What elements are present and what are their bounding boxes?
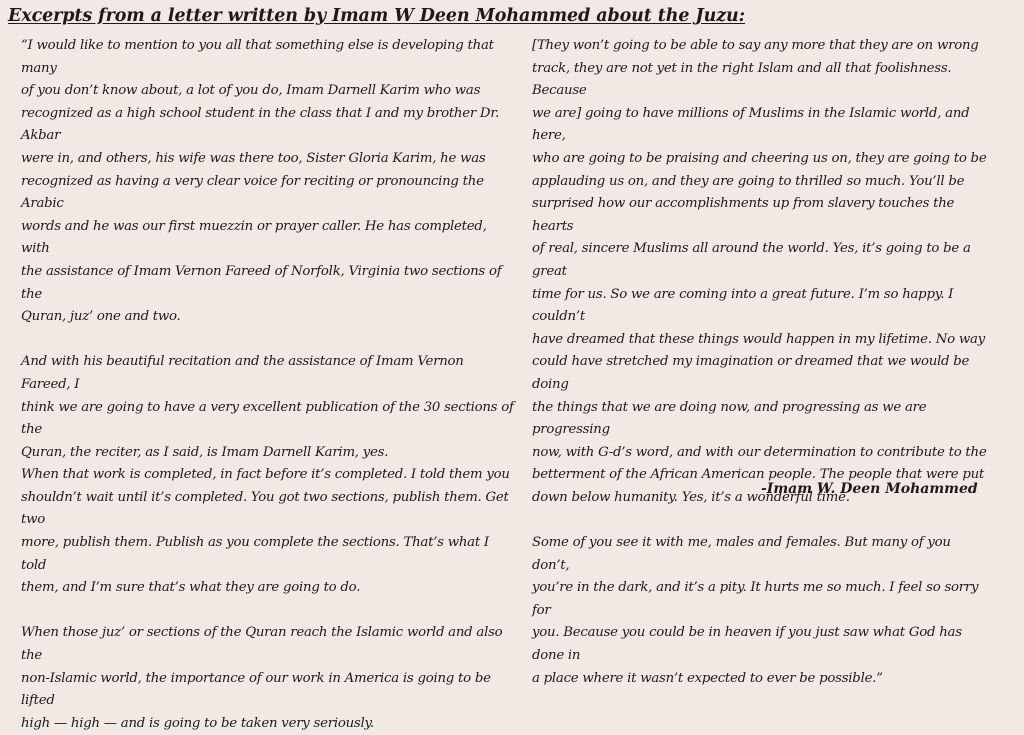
signature: -Imam W. Deen Mohammed [761, 481, 978, 497]
right-column [532, 35, 992, 690]
left-paragraph-1: “I would like to mention to you all that something else is developing that many of you don’t know about, a lot of you do, Imam Darnell Karim who was recognized as a high school student in the class that I and my brother Dr. Akbar were in, and others, his wife was there too, Sister Gloria Karim, he was recognized as having a very clear voice for reciting or pronouncing the Arabic words and he was our first muezzin or prayer caller. He has completed, with the assistance of Imam Vernon Fareed of Norfolk, Virginia two sections of the Quran, juz’ one and two. [21, 38, 502, 325]
page-title: Excerpts from a letter written by Imam W Deen Mohammed about the Juzu: [8, 6, 746, 26]
right-paragraph-1: [They won’t going to be able to say any more that they are on wrong track, they are not yet in the right Islam and all that foolishness. Because we are] going to have millions of Muslims in the Islamic world, and here, who are going to be praising and cheering us on, they are going to be applauding us on, and they are going to thrilled so much. You’ll be surprised how our accomplishments up from slavery touches the hearts of real, sincere Muslims all around the world. Yes, it’s going to be a great time for us. So we are coming into a great future. I’m so happy. I couldn’t have dreamed that these things would happen in my lifetime. No way could have stretched my imagination or dreamed that we would be doing the things that we are doing now, and progressing as we are progressing now, with G-d’s word, and with our determination to contribute to the betterment of the African American people. The people that were put down below humanity. Yes, it’s a wonderful time. [532, 38, 987, 505]
left-paragraph-2: And with his beautiful recitation and the assistance of Imam Vernon Fareed, I think we are going to have a very excellent publication of the 30 sections of the Quran, the reciter, as I said, is Imam Darnell Karim, yes. [21, 354, 514, 460]
right-paragraph-2: Some of you see it with me, males and females. But many of you don’t, you’re in the dark, and it’s a pity. It hurts me so much. I feel so sorry for you. Because you could be in heaven if you just saw what God has done in a place where it wasn’t expected to ever be possible.” [532, 535, 979, 686]
left-column [21, 35, 514, 735]
left-paragraph-3: When that work is completed, in fact before it’s completed. I told them you shouldn’t wait until it’s completed. You got two sections, publish them. Get two more, publish them. Publish as you complete the sections. That’s what I told them, and I’m sure that’s what they are going to do. [21, 467, 510, 596]
left-paragraph-4: When those juz’ or sections of the Quran reach the Islamic world and also the non-Islamic world, the importance of our work in America is going to be lifted high — high — and is going to be taken very seriously. [21, 625, 503, 731]
